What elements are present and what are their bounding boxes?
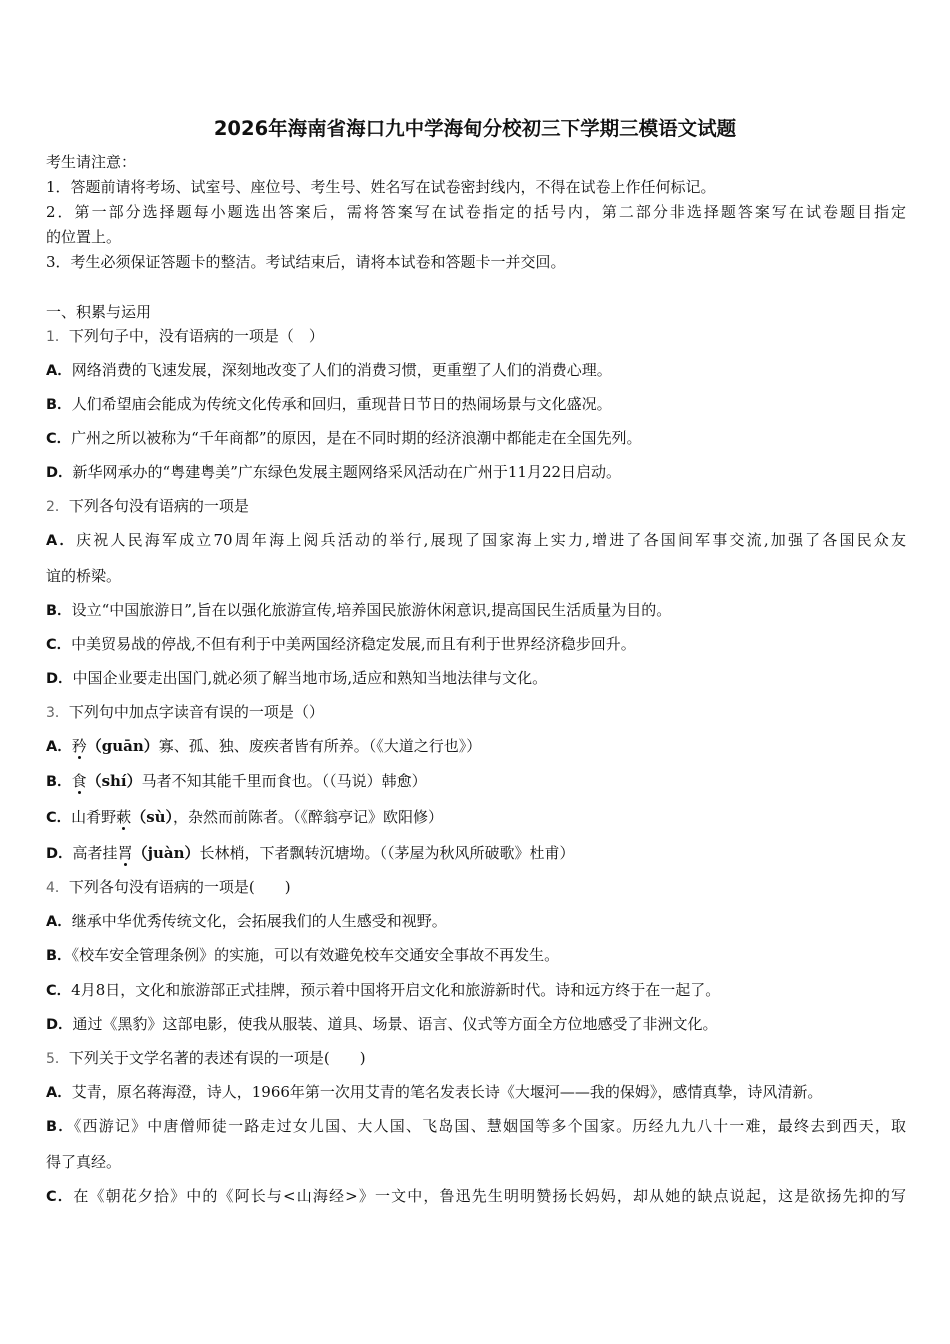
question-2-option-b bbox=[46, 600, 671, 621]
notice-item-3: 3．考生必须保证答题卡的整洁。考试结束后，请将本试卷和答题卡一并交回。 bbox=[46, 253, 566, 271]
question-1-option-d bbox=[46, 462, 621, 483]
question-1-option-c bbox=[46, 428, 642, 449]
question-number: 1． bbox=[46, 329, 69, 345]
question-2-option-c bbox=[46, 634, 636, 655]
dotted-character: 蔌 bbox=[116, 808, 132, 826]
question-2-option-a-line-1 bbox=[46, 530, 906, 551]
option-label: A． bbox=[46, 1085, 72, 1101]
question-3-option-b bbox=[46, 771, 427, 792]
option-text: 4月8日，文化和旅游部正式挂牌，预示着中国将开启文化和旅游新时代。诗和远方终于在一起了。 bbox=[71, 981, 721, 999]
question-text: 下列关于文学名著的表述有误的一项是( ) bbox=[68, 1049, 366, 1067]
question-2-option-a-line-2: 谊的桥梁。 bbox=[46, 567, 122, 585]
option-text: 广州之所以被称为“千年商都”的原因，是在不同时期的经济浪潮中都能走在全国先列。 bbox=[71, 429, 642, 447]
question-4-option-b bbox=[46, 945, 559, 966]
option-label: D． bbox=[46, 1017, 73, 1033]
option-text: 寡、孤、独、废疾者皆有所养。（《大道之行也》） bbox=[158, 737, 482, 755]
question-text: 下列句子中，没有语病的一项是（ ） bbox=[68, 327, 324, 345]
question-2-option-d bbox=[46, 668, 547, 689]
option-label: C． bbox=[46, 637, 72, 653]
option-label: B． bbox=[46, 1119, 74, 1135]
notice-item-1: 1．答题前请将考场、试室号、座位号、考生号、姓名写在试卷密封线内，不得在试卷上作任何标记。 bbox=[46, 178, 716, 196]
question-number: 4． bbox=[46, 880, 69, 896]
question-4-stem bbox=[46, 877, 291, 898]
question-5-option-c-line-1 bbox=[46, 1186, 906, 1207]
option-text: 山肴野 bbox=[71, 808, 117, 826]
option-label: D． bbox=[46, 671, 73, 687]
option-label: D． bbox=[46, 465, 73, 481]
pinyin: （juàn） bbox=[132, 844, 200, 862]
notice-item-2-line-2: 的位置上。 bbox=[46, 228, 122, 246]
pinyin: （sù） bbox=[131, 808, 174, 826]
pinyin: （shí） bbox=[86, 772, 142, 790]
question-4-option-c bbox=[46, 980, 720, 1001]
question-1-option-b bbox=[46, 394, 612, 415]
option-text: 高者挂 bbox=[72, 844, 118, 862]
notice-heading: 考生请注意： bbox=[46, 153, 137, 171]
option-label: B． bbox=[46, 948, 72, 964]
option-text: 继承中华优秀传统文化，会拓展我们的人生感受和视野。 bbox=[71, 912, 447, 930]
question-text: 下列句中加点字读音有误的一项是（） bbox=[68, 703, 324, 721]
option-label: A． bbox=[46, 533, 77, 549]
notice-item-2-line-1: 2．第一部分选择题每小题选出答案后，需将答案写在试卷指定的括号内，第二部分非选择题答案写在试卷题目指定 bbox=[46, 203, 906, 221]
option-label: A． bbox=[46, 914, 72, 930]
dotted-character: 食 bbox=[71, 772, 87, 790]
question-number: 3． bbox=[46, 705, 69, 721]
pinyin: （guān） bbox=[86, 737, 159, 755]
option-text: 通过《黑豹》这部电影，使我从服装、道具、场景、语言、仪式等方面全方位地感受了非洲文化。 bbox=[72, 1015, 718, 1033]
question-1-option-a bbox=[46, 360, 612, 381]
question-3-option-d bbox=[46, 843, 575, 864]
option-text: 网络消费的飞速发展，深刻地改变了人们的消费习惯，更重塑了人们的消费心理。 bbox=[71, 361, 612, 379]
option-label: C． bbox=[46, 983, 72, 999]
question-2-stem bbox=[46, 496, 249, 517]
question-1-stem bbox=[46, 326, 324, 347]
question-3-option-a bbox=[46, 736, 481, 757]
option-text: 中美贸易战的停战,不但有利于中美两国经济稳定发展,而且有利于世界经济稳步回升。 bbox=[71, 635, 636, 653]
question-3-option-c bbox=[46, 807, 443, 828]
dotted-character: 罥 bbox=[117, 844, 133, 862]
option-text: 中国企业要走出国门,就必须了解当地市场,适应和熟知当地法律与文化。 bbox=[72, 669, 548, 687]
option-text: 新华网承办的“粤建粤美”广东绿色发展主题网络采风活动在广州于11月22日启动。 bbox=[72, 463, 622, 481]
page-title: 2026年海南省海口九中学海甸分校初三下学期三模语文试题 bbox=[213, 117, 737, 140]
section-heading: 一、积累与运用 bbox=[46, 303, 152, 321]
question-text: 下列各句没有语病的一项是( ) bbox=[68, 878, 291, 896]
question-text: 下列各句没有语病的一项是 bbox=[68, 497, 249, 515]
option-text: 《西游记》中唐僧师徒一路走过女儿国、大人国、飞岛国、慧姻国等多个国家。历经九九八十一难，最终去到西天，取 bbox=[73, 1117, 906, 1135]
question-5-option-a bbox=[46, 1082, 822, 1103]
option-text: 长林梢，下者飘转沉塘坳。（（茅屋为秋风所破歌》杜甫） bbox=[199, 844, 575, 862]
option-text: 在《朝花夕拾》中的《阿长与<山海经>》一文中，鲁迅先生明明赞扬长妈妈，却从她的缺点说起，这是欲扬先抑的写 bbox=[73, 1187, 906, 1205]
option-label: C． bbox=[46, 431, 72, 447]
question-5-option-b-line-2: 得了真经。 bbox=[46, 1153, 122, 1171]
option-label: B． bbox=[46, 397, 72, 413]
question-3-stem bbox=[46, 702, 324, 723]
option-label: C． bbox=[46, 1189, 74, 1205]
question-4-option-a bbox=[46, 911, 447, 932]
option-text: 庆祝人民海军成立70周年海上阅兵活动的举行,展现了国家海上实力,增进了各国间军事交流,加强了各国民众友 bbox=[76, 531, 906, 549]
option-label: A． bbox=[46, 363, 72, 379]
question-number: 2． bbox=[46, 499, 69, 515]
question-number: 5． bbox=[46, 1051, 69, 1067]
option-text: 艾青，原名蒋海澄，诗人，1966年第一次用艾青的笔名发表长诗《大堰河——我的保姆》，感情真挚，诗风清新。 bbox=[71, 1083, 823, 1101]
option-label: B． bbox=[46, 774, 72, 790]
question-5-option-b-line-1 bbox=[46, 1116, 906, 1137]
option-text: ，杂然而前陈者。（《醉翁亭记》欧阳修） bbox=[173, 808, 444, 826]
option-label: A． bbox=[46, 739, 72, 755]
option-text: 马者不知其能千里而食也。（（马说）韩愈） bbox=[141, 772, 427, 790]
option-text: 人们希望庙会能成为传统文化传承和回归，重现昔日节日的热闹场景与文化盛况。 bbox=[71, 395, 612, 413]
option-text: 《校车安全管理条例》的实施，可以有效避免校车交通安全事故不再发生。 bbox=[71, 946, 560, 964]
option-label: B． bbox=[46, 603, 72, 619]
question-5-stem bbox=[46, 1048, 366, 1069]
option-label: D． bbox=[46, 846, 73, 862]
option-label: C． bbox=[46, 810, 72, 826]
dotted-character: 矜 bbox=[71, 737, 87, 755]
option-text: 设立“中国旅游日”,旨在以强化旅游宣传,培养国民旅游休闲意识,提高国民生活质量为目的。 bbox=[71, 601, 672, 619]
question-4-option-d bbox=[46, 1014, 718, 1035]
